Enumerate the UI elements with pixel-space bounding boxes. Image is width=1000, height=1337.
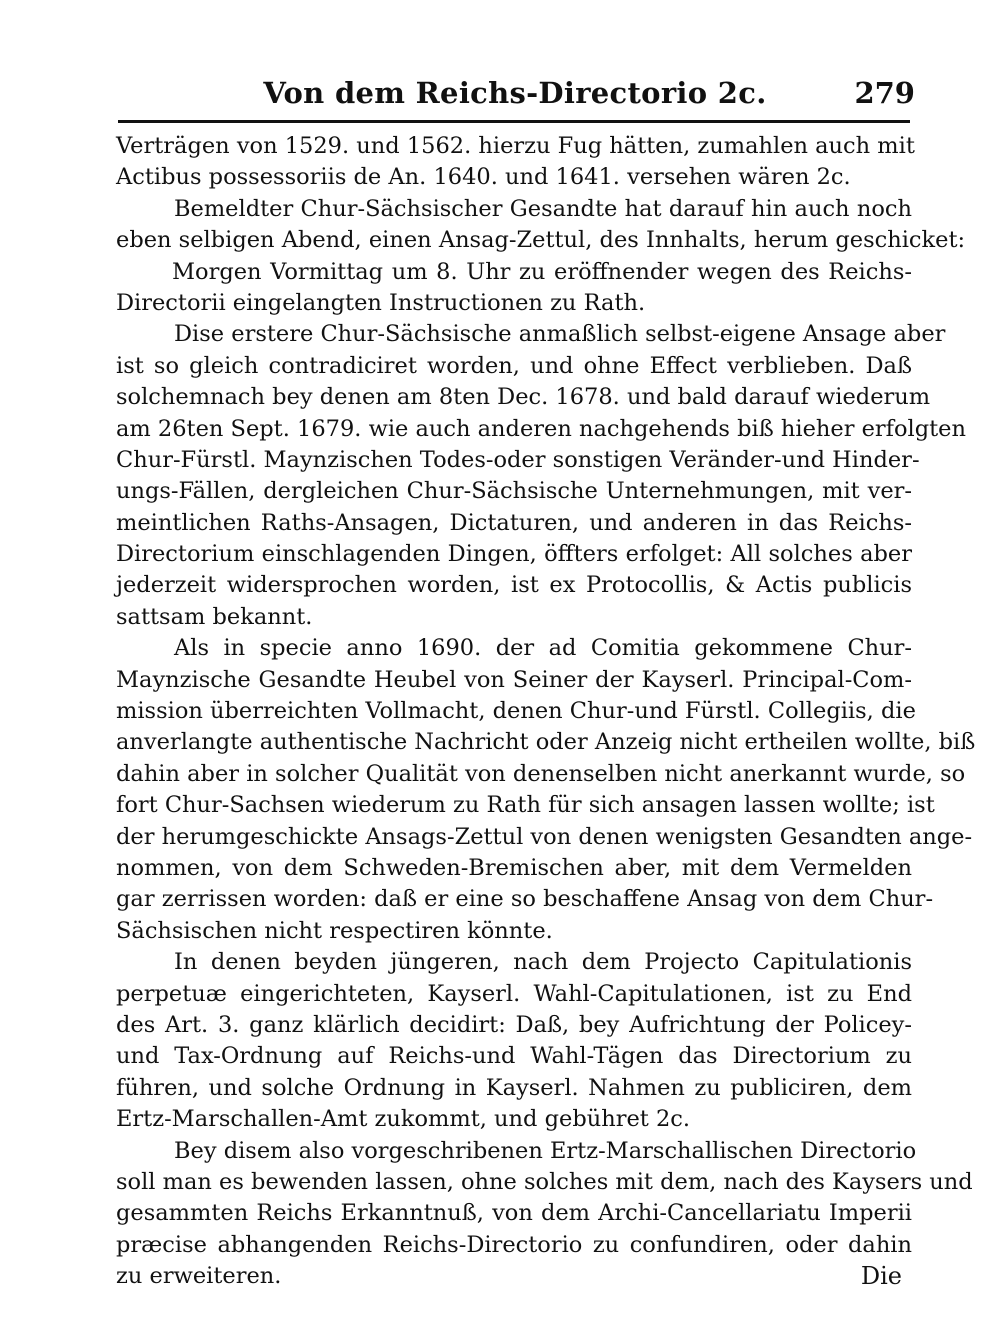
text-line: dahin aber in solcher Qualität von denenselben nicht anerkannt wurde, so [116, 760, 966, 787]
text-line: und Tax-Ordnung auf Reichs-und Wahl-Tägen das Directorium zu [116, 1043, 912, 1070]
text-line: soll man es bewenden lassen, ohne solches mit dem, nach des Kaysers und [116, 1168, 973, 1195]
text-line: eben selbigen Abend, einen Ansag-Zettul, des Innhalts, herum geschicket: [116, 227, 966, 254]
text-line: mission überreichten Vollmacht, denen Chur-und Fürstl. Collegiis, die [116, 698, 916, 725]
text-line: Dise erstere Chur-Sächsische anmaßlich selbst-eigene Ansage aber [174, 321, 946, 348]
text-line: meintlichen Raths-Ansagen, Dictaturen, und anderen in das Reichs- [116, 509, 912, 536]
text-line: führen, und solche Ordnung in Kayserl. Nahmen zu publiciren, dem [116, 1074, 912, 1101]
page-header [115, 68, 915, 118]
text-line: gesammten Reichs Erkanntnuß, von dem Archi-Cancellariatu Imperii [116, 1200, 912, 1227]
text-line: Sächsischen nicht respectiren könnte. [116, 917, 553, 944]
text-line: Directorii eingelangten Instructionen zu Rath. [116, 289, 646, 316]
text-line: des Art. 3. ganz klärlich decidirt: Daß, bey Aufrichtung der Policey- [116, 1011, 912, 1038]
text-line: perpetuæ eingerichteten, Kayserl. Wahl-Capitulationen, ist zu End [116, 980, 912, 1007]
text-line: Verträgen von 1529. und 1562. hierzu Fug hätten, zumahlen auch mit [116, 133, 915, 159]
text-line: Bey disem also vorgeschribenen Ertz-Marschallischen Directorio [174, 1137, 917, 1164]
text-line: nommen, von dem Schweden-Bremischen aber, mit dem Vermelden [116, 854, 912, 881]
text-line: gar zerrissen worden: daß er eine so beschaffene Ansag von dem Chur- [116, 886, 934, 913]
text-line: am 26ten Sept. 1679. wie auch anderen nachgehends biß hieher erfolgten [116, 415, 966, 442]
text-line: Ertz-Marschallen-Amt zukommt, und gebühret 2c. [116, 1106, 691, 1133]
text-line: zu erweiteren. [116, 1263, 282, 1290]
text-line: Morgen Vormittag um 8. Uhr zu eröffnender wegen des Reichs- [172, 258, 912, 285]
page-number: 279 [854, 76, 915, 110]
text-line: præcise abhangenden Reichs-Directorio zu confundiren, oder dahin [116, 1231, 912, 1258]
body-text [116, 131, 976, 1292]
text-line: sattsam bekannt. [116, 603, 313, 630]
text-line: jederzeit widersprochen worden, ist ex Protocollis, & Actis publicis [116, 572, 912, 599]
running-title: Von dem Reichs-Directorio 2c. [263, 76, 767, 110]
header-rule [118, 120, 910, 123]
text-line: der herumgeschickte Ansags-Zettul von denen wenigsten Gesandten ange- [116, 823, 973, 850]
text-line: Chur-Fürstl. Maynzischen Todes-oder sonstigen Veränder-und Hinder- [116, 446, 920, 473]
text-line: solchemnach bey denen am 8ten Dec. 1678. und bald darauf wiederum [116, 384, 931, 411]
text-line: ungs-Fällen, dergleichen Chur-Sächsische Unternehmungen, mit ver- [116, 478, 912, 505]
text-line: Directorium einschlagenden Dingen, öffters erfolget: All solches aber [116, 541, 912, 568]
text-line: Bemeldter Chur-Sächsischer Gesandte hat darauf hin auch noch [174, 195, 912, 222]
text-line: fort Chur-Sachsen wiederum zu Rath für sich ansagen lassen wollte; ist [116, 792, 935, 819]
text-line: anverlangte authentische Nachricht oder Anzeig nicht ertheilen wollte, biß [116, 729, 976, 756]
text-line: Als in specie anno 1690. der ad Comitia gekommene Chur- [174, 635, 912, 662]
text-line: Actibus possessoriis de An. 1640. und 1641. versehen wären 2c. [116, 164, 851, 191]
text-line: ist so gleich contradiciret worden, und ohne Effect verblieben. Daß [116, 352, 912, 379]
text-line: In denen beyden jüngeren, nach dem Projecto Capitulationis [174, 949, 912, 976]
catchword: Die [860, 1262, 902, 1290]
text-line: Maynzische Gesandte Heubel von Seiner der Kayserl. Principal-Com- [116, 666, 912, 693]
